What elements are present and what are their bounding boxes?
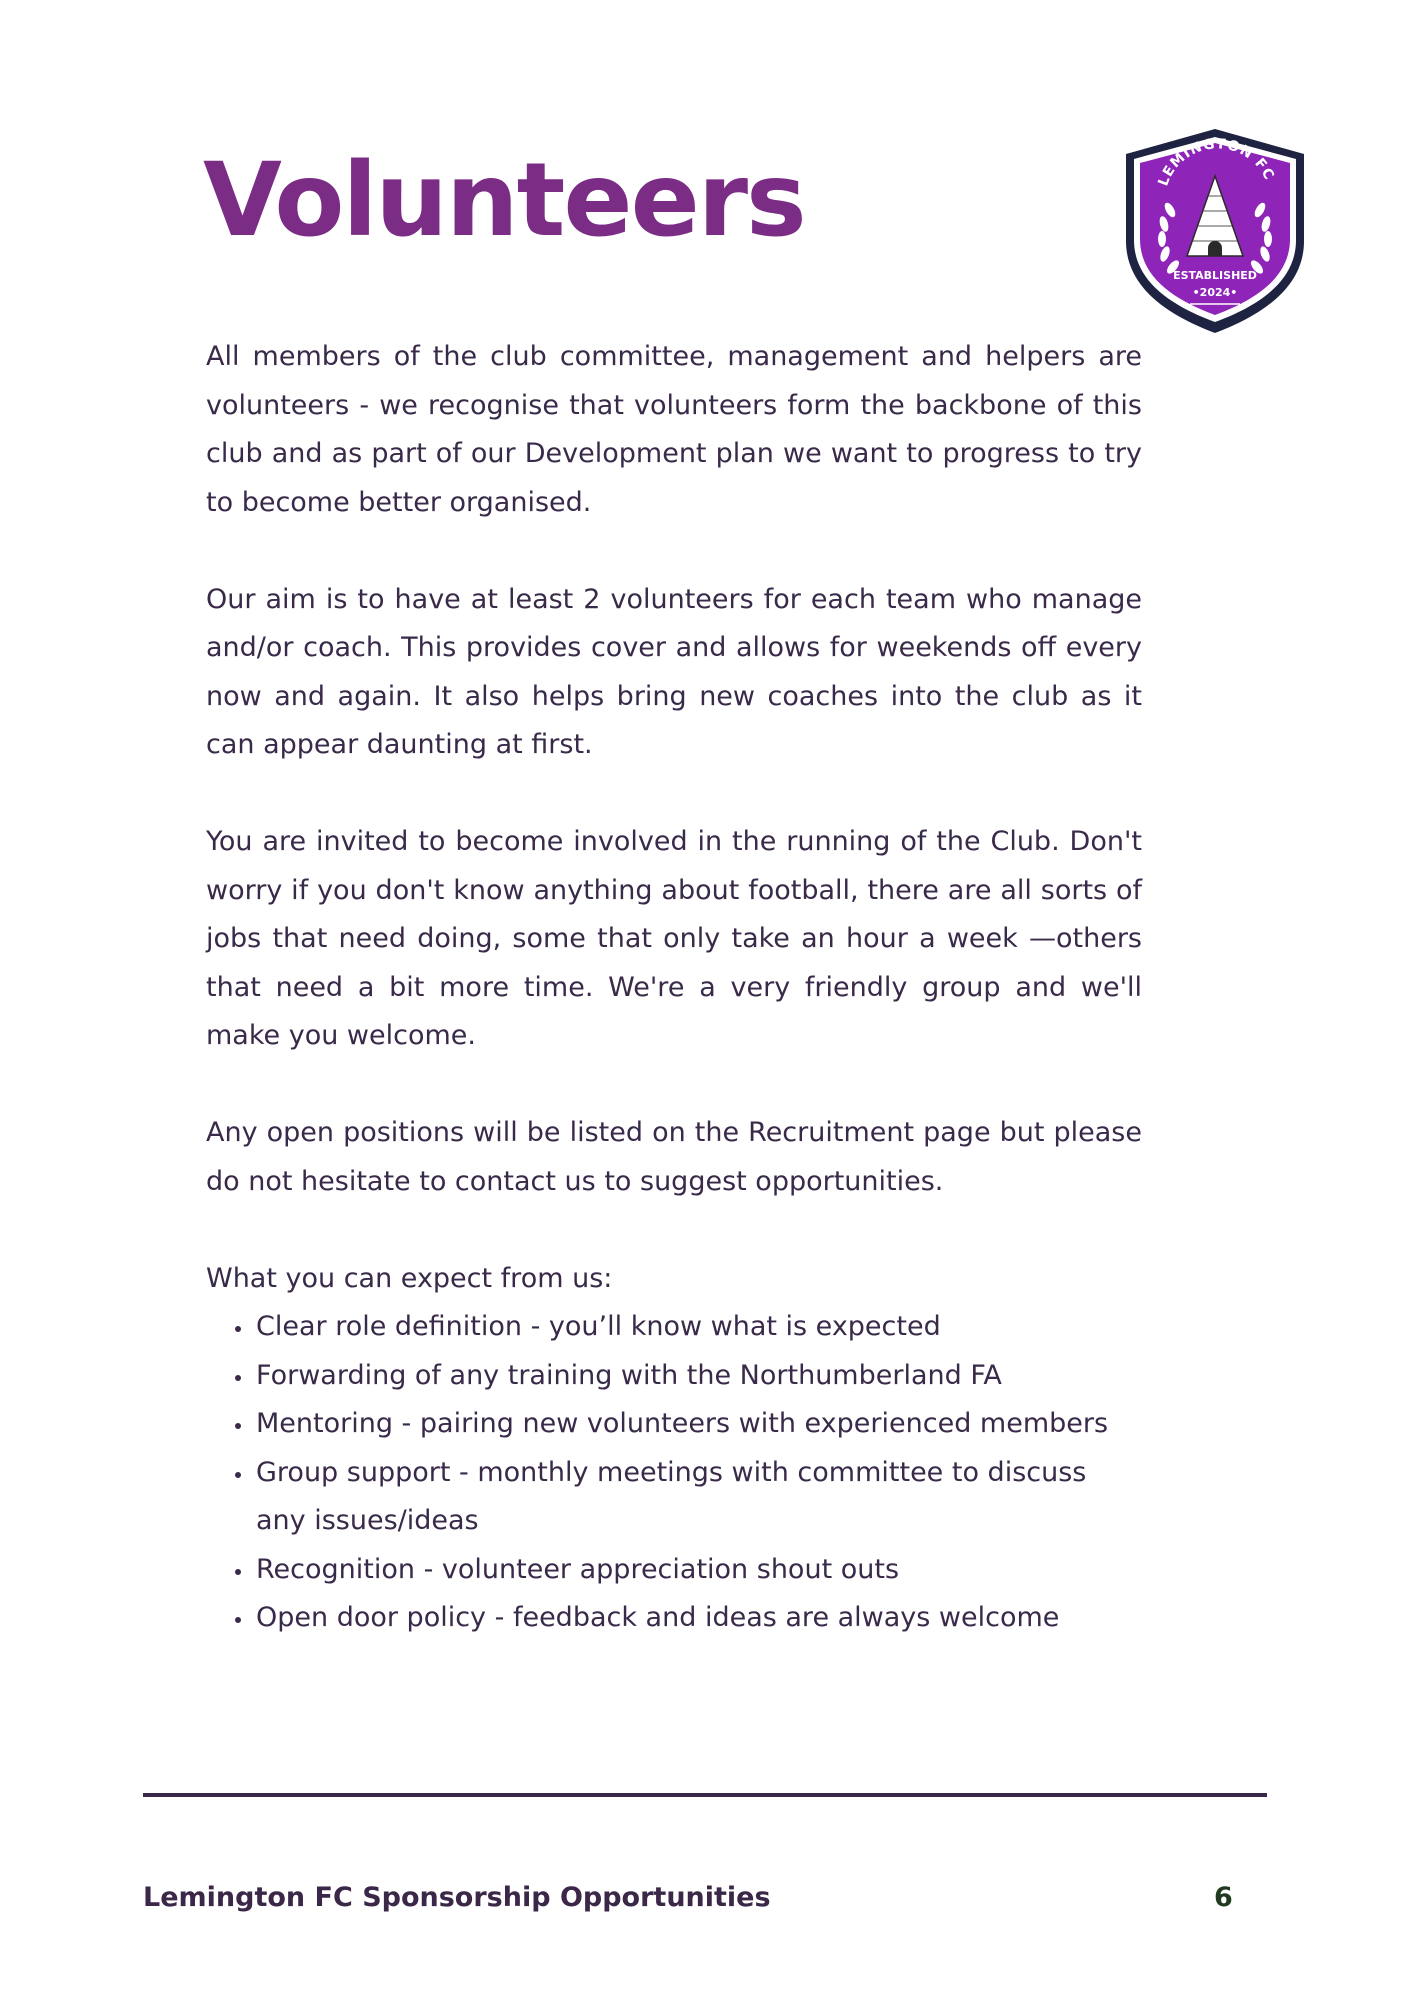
paragraph-committee: All members of the club committee, management and helpers are volunteers - we recognise that volunteers form the backbone of this club and as part of our Development plan we want to progress to try to become better organised. [206, 341, 1142, 518]
list-item: • Mentoring - pairing new volunteers with experienced members [254, 1400, 1142, 1449]
list-item: • Open door policy - feedback and ideas are always welcome [254, 1594, 1142, 1643]
page-number: 6 [1214, 1882, 1233, 1913]
paragraph-invitation: You are invited to become involved in the running of the Club. Don't worry if you don't know anything about football, there are all sorts of jobs that need doing, some that only take an hour a week —others that need a bit more time. We're a very friendly group and we'll make you welcome. [206, 826, 1142, 1051]
paragraph-aim: Our aim is to have at least 2 volunteers for each team who manage and/or coach. This provides cover and allows for weekends off every now and again. It also helps bring new coaches into the club as it can appear daunting at first. [206, 583, 1142, 760]
club-crest-logo [1120, 126, 1310, 336]
list-item: • Recognition - volunteer appreciation shout outs [254, 1546, 1142, 1595]
list-item: • Group support - monthly meetings with committee to discuss any issues/ideas [254, 1449, 1142, 1546]
list-item: • Forwarding of any training with the Northumberland FA [254, 1352, 1142, 1401]
footer-title: Lemington FC Sponsorship Opportunities [143, 1882, 771, 1913]
crest-year: •2024• [1192, 286, 1238, 299]
page-title: Volunteers [203, 141, 805, 260]
expectations-list [206, 1303, 1142, 1643]
list-intro: What you can expect from us: [206, 1262, 613, 1294]
crest-established-label: ESTABLISHED [1173, 269, 1257, 282]
body-content [206, 333, 1142, 1643]
crest-name: LEMINGTON FC [1155, 136, 1278, 189]
paragraph-open-positions: Any open positions will be listed on the Recruitment page but please do not hesitate to contact us to suggest opportunities. [206, 1117, 1142, 1197]
footer-divider [143, 1793, 1267, 1797]
list-item: • Clear role definition - you’ll know what is expected [254, 1303, 1142, 1352]
